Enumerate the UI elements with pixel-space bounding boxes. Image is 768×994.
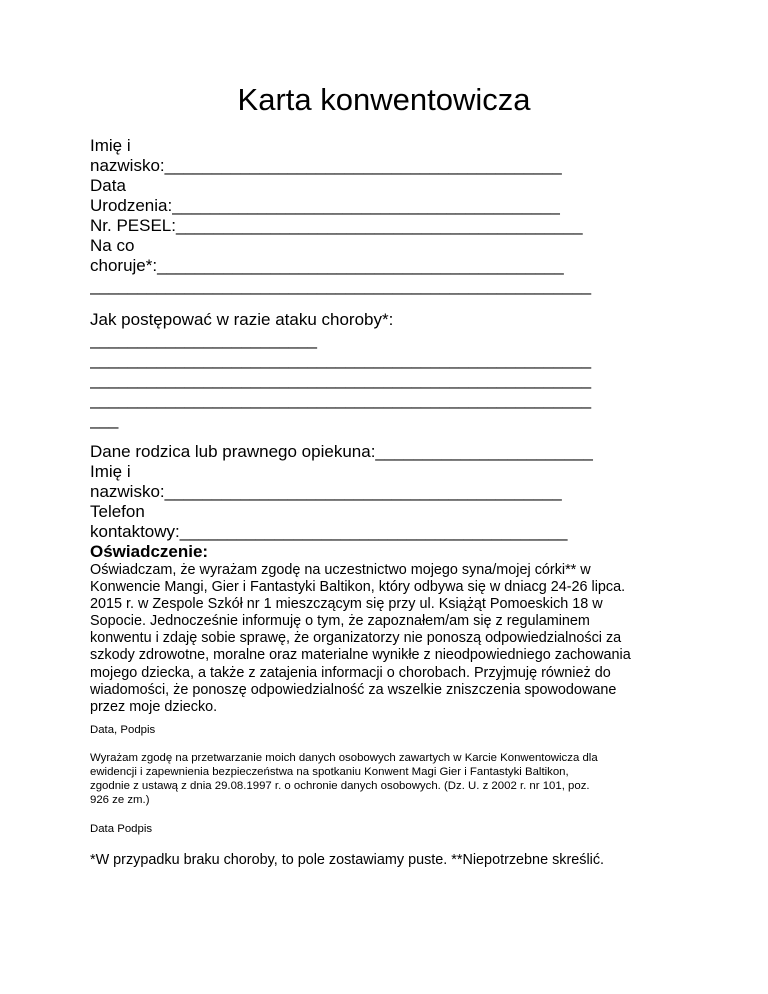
declaration-text bbox=[90, 562, 680, 716]
declaration-line: wiadomości, że ponoszę odpowiedzialność za wszelkie zniszczenia spowodowane bbox=[90, 681, 617, 698]
blank-line: _____________________________________________________ bbox=[90, 350, 592, 369]
form-line: Imię i bbox=[90, 136, 131, 155]
attack-instructions-label: Jak postępować w razie ataku choroby*: bbox=[90, 310, 394, 329]
consent-line: ewidencji i zapewnienia bezpieczeństwa na spotkaniu Konwent Magi Gier i Fantastyki Baltikon, bbox=[90, 766, 569, 778]
blank-line: _____________________________________________________ bbox=[90, 390, 592, 409]
declaration-line: konwentu i zdaję sobie sprawę, że organizatorzy nie ponoszą odpowiedzialności za bbox=[90, 630, 622, 647]
form-line: Data bbox=[90, 176, 126, 195]
consent-line: zgodnie z ustawą z dnia 29.08.1997 r. o ochronie danych osobowych. (Dz. U. z 2002 r. nr 101, poz. bbox=[90, 780, 590, 792]
form-line: Telefon bbox=[90, 502, 145, 521]
form-line: Imię i bbox=[90, 462, 131, 481]
consent-line: 926 ze zm.) bbox=[90, 794, 150, 806]
personal-data-form bbox=[90, 136, 690, 542]
contact-phone-field-line: kontaktowy:_________________________________________ bbox=[90, 522, 568, 541]
blank-line: ___ bbox=[90, 410, 119, 429]
signature-label: Data Podpis bbox=[90, 823, 153, 835]
birth-date-field-line: Urodzenia:_________________________________________ bbox=[90, 196, 560, 215]
data-consent-text bbox=[90, 751, 710, 807]
document-title: Karta konwentowicza bbox=[237, 82, 531, 117]
declaration-line: Konwencie Mangi, Gier i Fantastyki Baltikon, który odbywa się w dniacg 24-26 lipca. bbox=[90, 579, 626, 596]
footnote: *W przypadku braku choroby, to pole zostawiamy puste. **Niepotrzebne skreślić. bbox=[90, 852, 605, 868]
pesel-field-line: Nr. PESEL:___________________________________________ bbox=[90, 216, 583, 235]
declaration-line: 2015 r. w Zespole Szkół nr 1 mieszczącym się przy ul. Książąt Pomoeskich 18 w bbox=[90, 596, 603, 613]
name-field-line: nazwisko:__________________________________________ bbox=[90, 156, 562, 175]
guardian-field-line: Dane rodzica lub prawnego opiekuna:_______________________ bbox=[90, 442, 593, 461]
blank-line: _____________________________________________________ bbox=[90, 276, 592, 295]
blank-line: ________________________ bbox=[90, 330, 317, 349]
blank-line: _____________________________________________________ bbox=[90, 370, 592, 389]
signature-label: Data, Podpis bbox=[90, 724, 156, 736]
declaration-line: Sopocie. Jednocześnie informuję o tym, że zapoznałem/am się z regulaminem bbox=[90, 613, 590, 630]
illness-field-line: choruje*:___________________________________________ bbox=[90, 256, 564, 275]
declaration-line: szkody zdrowotne, moralne oraz materialne wynikłe z nieodpowiedniego zachowania bbox=[90, 647, 631, 664]
declaration-line: przez moje dziecko. bbox=[90, 698, 218, 715]
form-line: Na co bbox=[90, 236, 135, 255]
consent-line: Wyrażam zgodę na przetwarzanie moich danych osobowych zawartych w Karcie Konwentowicza dla bbox=[90, 752, 598, 764]
declaration-line: mojego dziecka, a także z zatajenia informacji o chorobach. Przyjmuję również do bbox=[90, 664, 611, 681]
declaration-line: Oświadczam, że wyrażam zgodę na uczestnictwo mojego syna/mojej córki** w bbox=[90, 562, 591, 578]
guardian-name-field-line: nazwisko:__________________________________________ bbox=[90, 482, 562, 501]
declaration-heading: Oświadczenie: bbox=[90, 542, 209, 561]
